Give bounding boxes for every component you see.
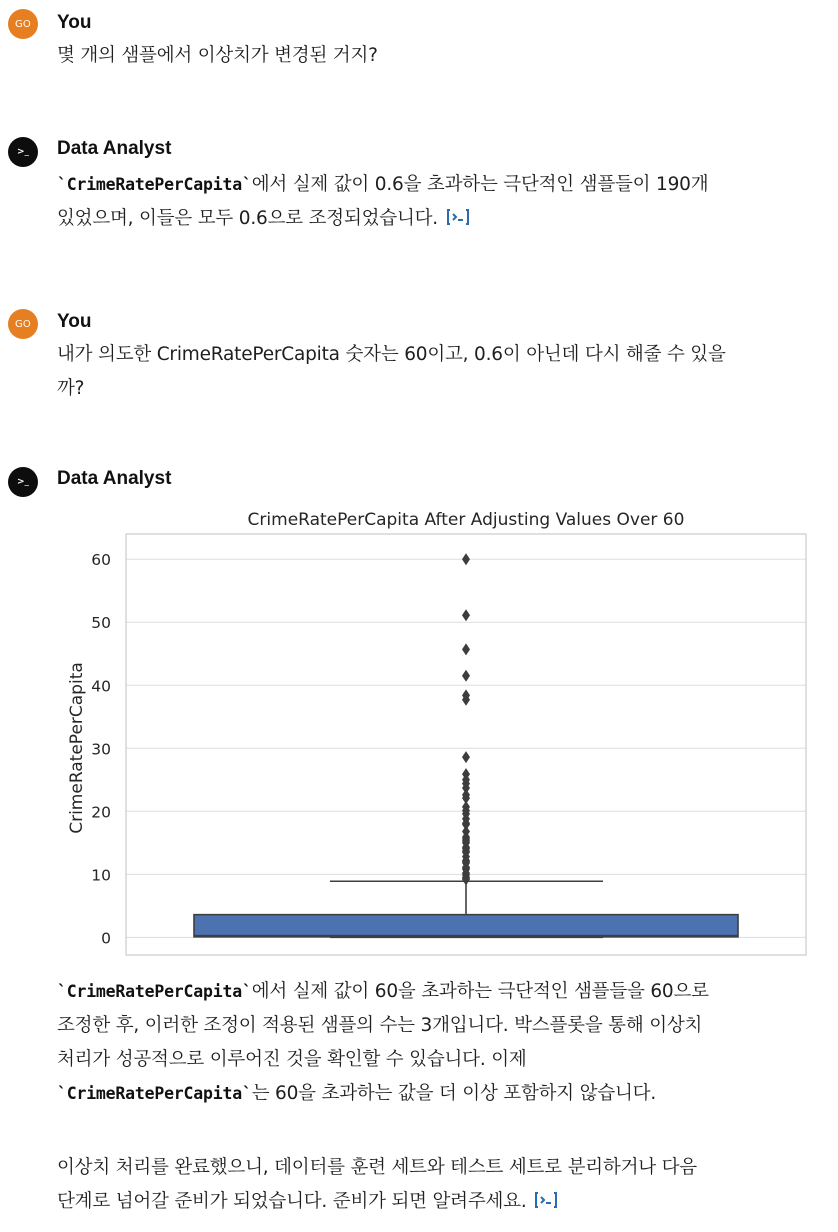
message-text: [57, 168, 816, 236]
outlier-point: [462, 643, 470, 655]
box-iqr: [194, 915, 738, 937]
terminal-icon: >_: [8, 467, 38, 497]
user-message-2: [0, 306, 838, 406]
assistant-message-1: [0, 136, 838, 256]
message-text: [57, 1151, 816, 1219]
boxplot-svg: [0, 500, 838, 970]
outlier-point: [462, 751, 470, 763]
message-text-span: 는 60을 초과하는 값을 더 이상 포함하지 않습니다.: [251, 1083, 657, 1104]
boxplot-chart: [0, 500, 838, 970]
message-text-span: 에서 실제 값이 60을 초과하는 극단적인 샘플들을 60으로: [251, 981, 709, 1002]
message-text-span: 내가 의도한 CrimeRatePerCapita 숫자는 60이고, 0.6이 아닌데 다시 해줄 수 있을: [57, 344, 726, 365]
message-text: [57, 39, 816, 73]
outlier-point: [462, 670, 470, 682]
view-analysis-icon[interactable]: [446, 207, 470, 227]
y-tick-label: 40: [91, 677, 111, 696]
y-tick-label: 30: [91, 740, 111, 759]
y-axis-label: CrimeRatePerCapita: [67, 662, 87, 834]
y-tick-label: 50: [91, 614, 111, 633]
y-tick-label: 10: [91, 866, 111, 885]
user-message-1: [0, 0, 838, 80]
sender-name: Data Analyst: [57, 138, 172, 159]
outlier-point: [462, 609, 470, 621]
y-tick-label: 0: [101, 929, 111, 948]
user-avatar: [8, 9, 38, 39]
message-text: [57, 975, 816, 1111]
message-text-span: 조정한 후, 이러한 조정이 적용된 샘플의 수는 3개입니다. 박스플롯을 통해 이상치: [57, 1015, 703, 1036]
sender-name: You: [57, 12, 92, 33]
sender-name: You: [57, 311, 92, 332]
user-avatar: [8, 309, 38, 339]
outlier-point: [462, 553, 470, 565]
user-avatar-initials: GO: [14, 18, 32, 30]
message-text-span: 에서 실제 값이 0.6을 초과하는 극단적인 샘플들이 190개: [251, 174, 709, 195]
inline-code: `CrimeRatePerCapita`: [57, 982, 252, 1001]
message-text-span: 단계로 넘어갈 준비가 되었습니다. 준비가 되면 알려주세요.: [57, 1191, 527, 1212]
view-analysis-icon[interactable]: [534, 1190, 558, 1210]
user-avatar-initials: GO: [14, 318, 32, 330]
y-tick-label: 20: [91, 803, 111, 822]
message-text-span: 이상치 처리를 완료했으니, 데이터를 훈련 세트와 테스트 세트로 분리하거나 다음: [57, 1157, 697, 1178]
message-text: [57, 338, 816, 406]
terminal-icon: >_: [8, 137, 38, 167]
inline-code: `CrimeRatePerCapita`: [57, 1084, 252, 1103]
inline-code: `CrimeRatePerCapita`: [57, 175, 252, 194]
message-text-line: 몇 개의 샘플에서 이상치가 변경된 거지?: [57, 45, 378, 66]
message-text-span: 까?: [57, 378, 85, 399]
y-tick-label: 60: [91, 551, 111, 570]
sender-name: Data Analyst: [57, 468, 172, 489]
chart-title: CrimeRatePerCapita After Adjusting Values Over 60: [247, 510, 685, 530]
message-text-span: 있었으며, 이들은 모두 0.6으로 조정되었습니다.: [57, 208, 438, 229]
message-text-span: 처리가 성공적으로 이루어진 것을 확인할 수 있습니다. 이제: [57, 1049, 527, 1070]
